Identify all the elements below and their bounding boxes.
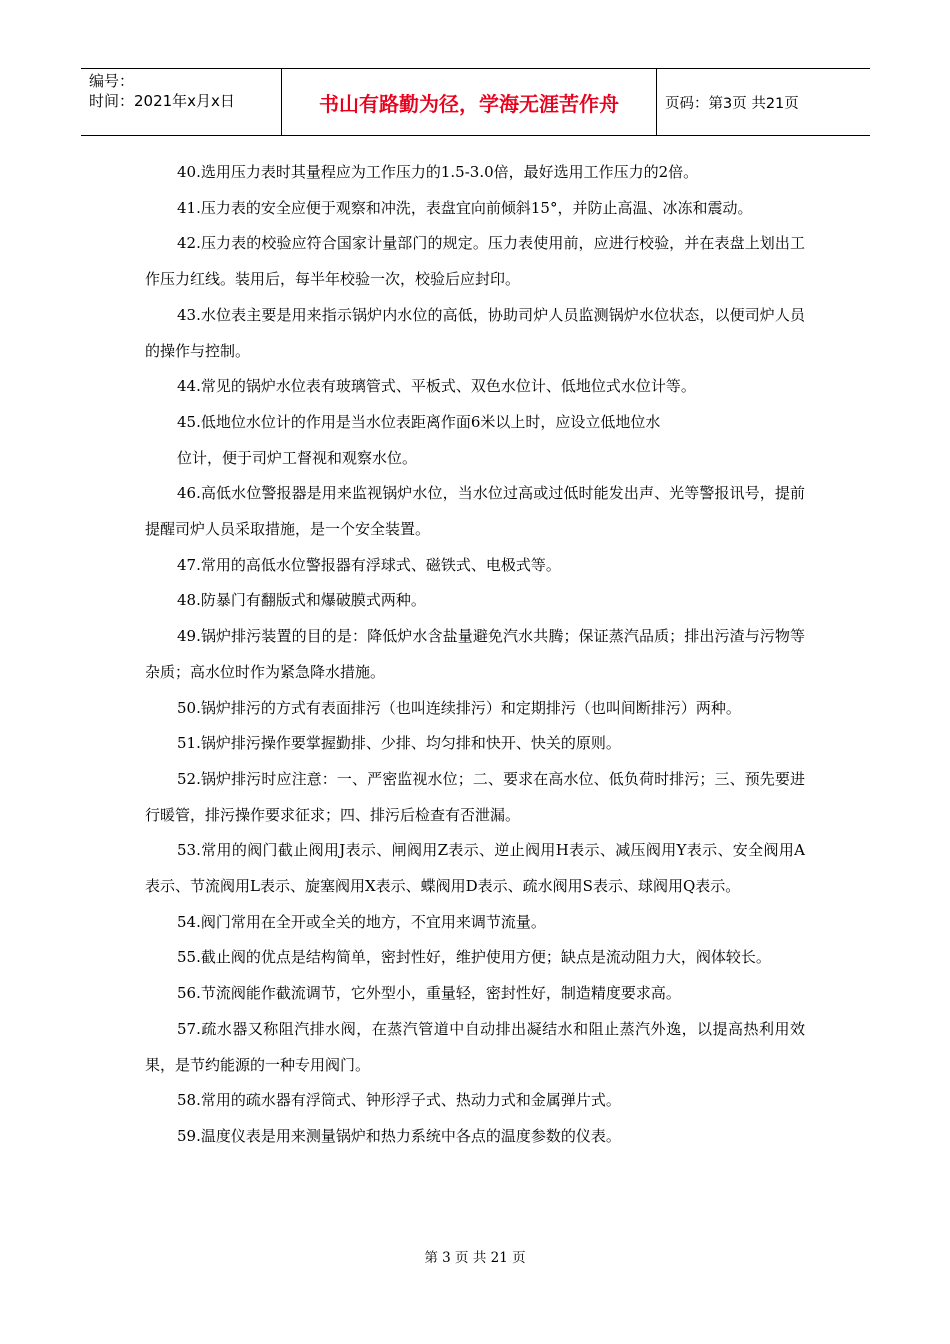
paragraph: 位计，便于司炉工督视和观察水位。: [177, 448, 418, 467]
paragraph: 55.截止阀的优点是结构简单，密封性好，维护使用方便；缺点是流动阻力大，阀体较长。: [177, 948, 771, 967]
paragraph: 45.低地位水位计的作用是当水位表距离作面6米以上时，应设立低地位水: [177, 412, 661, 431]
footer-page-number: 第 3 页 共 21 页: [424, 1250, 526, 1266]
paragraph: 44.常见的锅炉水位表有玻璃管式、平板式、双色水位计、低地位式水位计等。: [177, 377, 696, 396]
header-page-cell: [657, 69, 870, 135]
motto-text: 书山有路勤为径，学海无涯苦作舟: [319, 91, 619, 116]
paragraph: 58.常用的疏水器有浮筒式、钟形浮子式、热动力式和金属弹片式。: [177, 1091, 621, 1110]
paragraph: 56.节流阀能作截流调节，它外型小，重量轻，密封性好，制造精度要求高。: [177, 984, 681, 1003]
paragraph: 43.水位表主要是用来指示锅炉内水位的高低，协助司炉人员监测锅炉水位状态，以便司炉人员的操作与控制。: [145, 305, 805, 360]
document-body: [145, 155, 805, 1155]
paragraph: 52.锅炉排污时应注意：一、严密监视水位；二、要求在高水位、低负荷时排污；三、预先要进行暖管，排污操作要求征求；四、排污后检查有否泄漏。: [145, 769, 805, 824]
header-left-cell: [81, 69, 281, 135]
paragraph: 49.锅炉排污装置的目的是：降低炉水含盐量避免汽水共腾；保证蒸汽品质；排出污渣与污物等杂质；高水位时作为紧急降水措施。: [145, 627, 805, 681]
paragraph: 40.选用压力表时其量程应为工作压力的1.5-3.0倍，最好选用工作压力的2倍。: [177, 163, 699, 181]
page-footer: [0, 1246, 950, 1266]
paragraph: 48.防暴门有翻版式和爆破膜式两种。: [177, 591, 426, 610]
paragraph: 53.常用的阀门截止阀用J表示、闸阀用Z表示、逆止阀用H表示、减压阀用Y表示、安全阀用A表示、节流阀用L表示、旋塞阀用X表示、蝶阀用D表示、疏水阀用S表示、球阀用Q表示。: [145, 841, 805, 896]
page-header: [81, 68, 870, 136]
document-number-label: 编号：: [89, 72, 135, 90]
paragraph: 41.压力表的安全应便于观察和冲洗，表盘宜向前倾斜15°，并防止高温、冰冻和震动。: [177, 198, 753, 217]
header-page-info: 页码：第3页 共21页: [665, 95, 799, 112]
header-motto-cell: [281, 69, 657, 135]
document-time-label: 时间：2021年x月x日: [89, 92, 235, 110]
paragraph: 51.锅炉排污操作要掌握勤排、少排、均匀排和快开、快关的原则。: [177, 734, 621, 753]
paragraph: 54.阀门常用在全开或全关的地方，不宜用来调节流量。: [177, 912, 546, 931]
paragraph: 46.高低水位警报器是用来监视锅炉水位，当水位过高或过低时能发出声、光等警报讯号，提前提醒司炉人员采取措施，是一个安全装置。: [145, 484, 805, 539]
paragraph: 50.锅炉排污的方式有表面排污（也叫连续排污）和定期排污（也叫间断排污）两种。: [177, 698, 741, 717]
paragraph: 59.温度仪表是用来测量锅炉和热力系统中各点的温度参数的仪表。: [177, 1126, 621, 1145]
paragraph: 57.疏水器又称阻汽排水阀，在蒸汽管道中自动排出凝结水和阻止蒸汽外逸，以提高热利用效果，是节约能源的一种专用阀门。: [145, 1019, 805, 1074]
paragraph: 47.常用的高低水位警报器有浮球式、磁铁式、电极式等。: [177, 555, 561, 574]
paragraph: 42.压力表的校验应符合国家计量部门的规定。压力表使用前，应进行校验，并在表盘上划出工作压力红线。装用后，每半年校验一次，校验后应封印。: [145, 234, 805, 289]
